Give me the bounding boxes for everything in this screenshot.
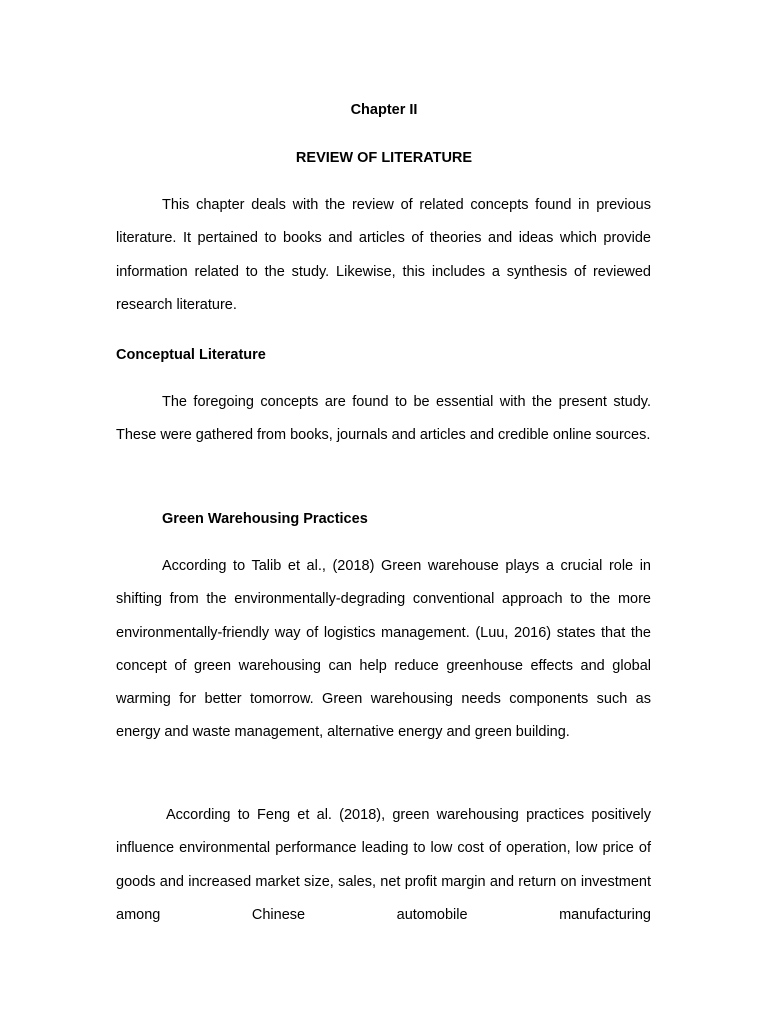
subsection-heading: Green Warehousing Practices (162, 511, 368, 527)
section-paragraph (116, 386, 651, 453)
intro-paragraph (116, 189, 651, 322)
subsection-paragraph-2-text: According to Feng et al. (2018), green warehousing practices positively influence environmental performance leading to low cost of operation, low price of goods and increased market size, sales, net profit margin and return on investment among Chinese automobile manufacturing (116, 807, 651, 923)
section-paragraph-text: The foregoing concepts are found to be essential with the present study. These were gathered from books, journals and articles and credible online sources. (116, 394, 651, 444)
subsection-paragraph-2 (116, 799, 651, 932)
chapter-title: REVIEW OF LITERATURE (295, 150, 473, 166)
intro-paragraph-text: This chapter deals with the review of related concepts found in previous literature. It pertained to books and articles of theories and ideas which provide information related to the study. Likewise, this includes a synthesis of reviewed research literature. (116, 197, 651, 313)
chapter-label: Chapter II (350, 102, 418, 118)
subsection-paragraph-1-text: According to Talib et al., (2018) Green warehouse plays a crucial role in shifting from the environmentally-degrading conventional approach to the more environmentally-friendly way of logistics management. (Luu, 2016) states that the concept of green warehousing can help reduce greenhouse effects and global warming for better tomorrow. Green warehousing needs components such as energy and waste management, alternative energy and green building. (116, 558, 651, 741)
section-heading: Conceptual Literature (116, 347, 266, 363)
subsection-paragraph-1 (116, 550, 651, 750)
